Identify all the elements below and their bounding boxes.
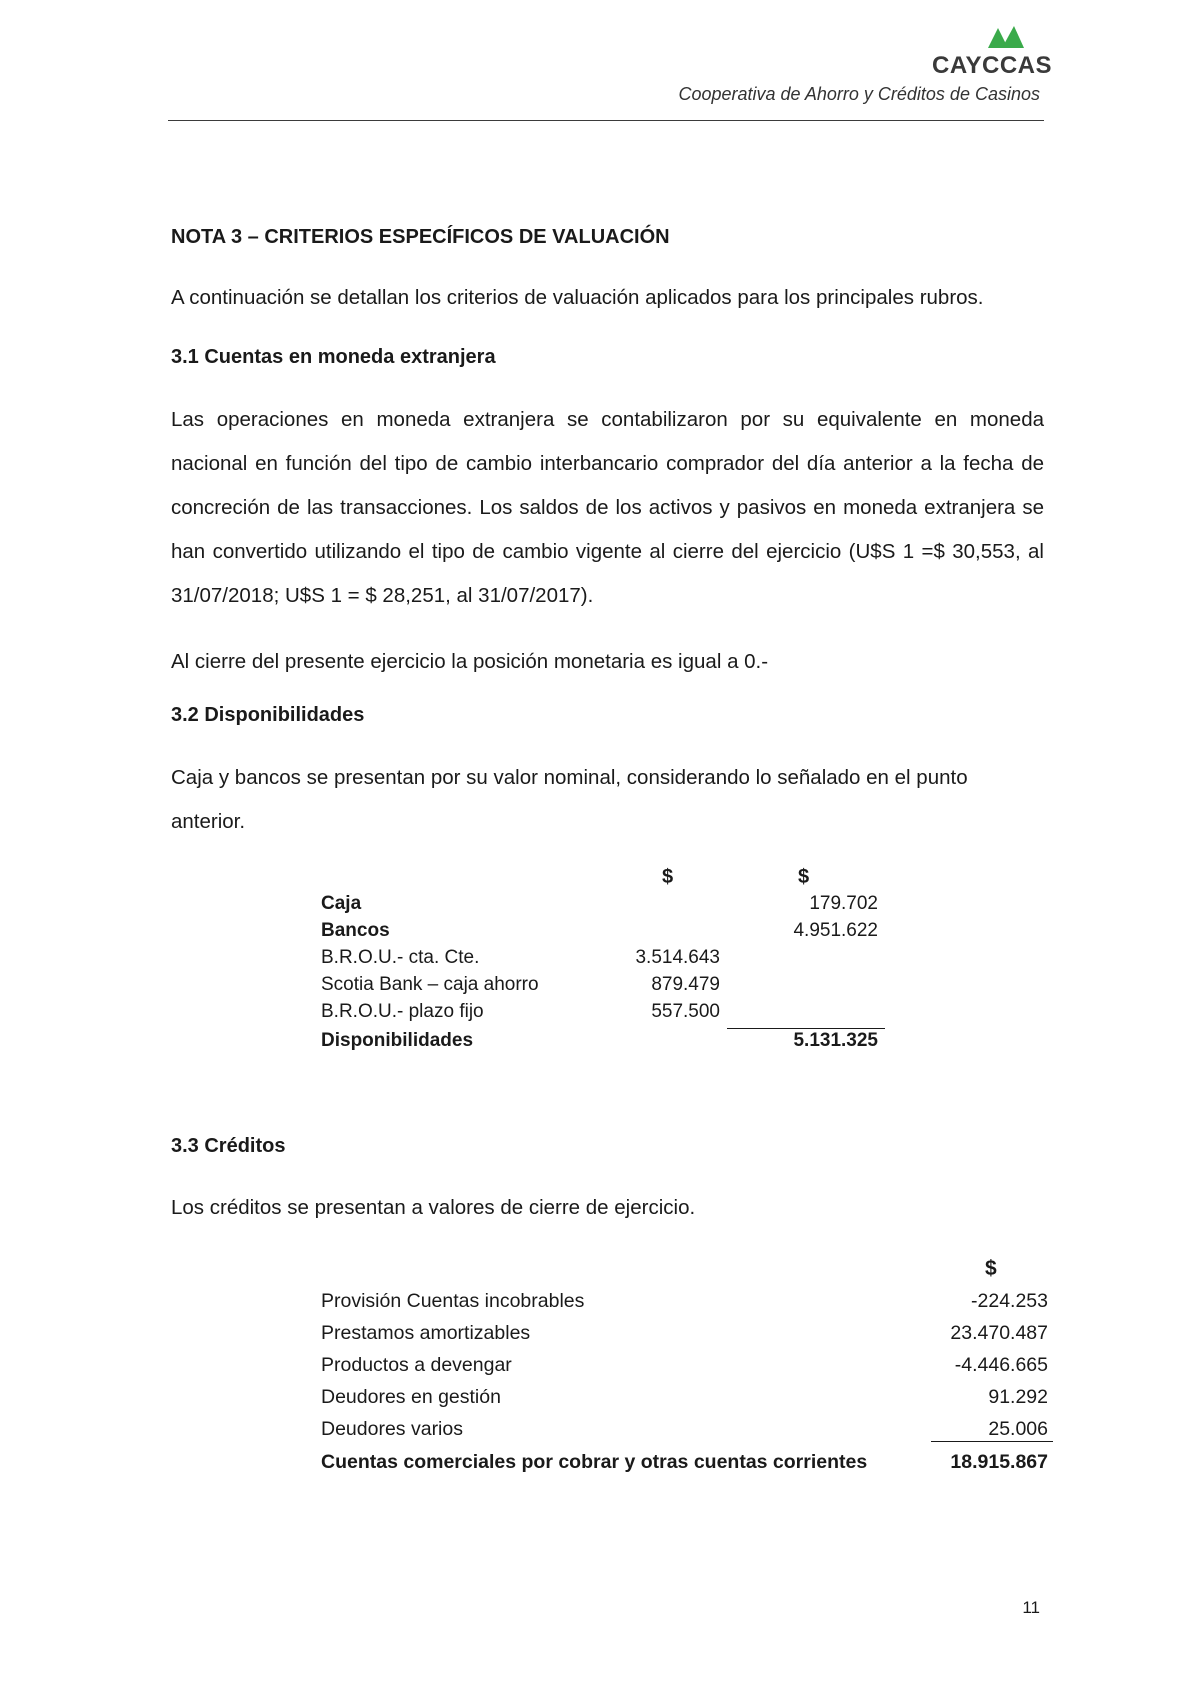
subtotal-rule (931, 1441, 1053, 1442)
table-row-value: 23.470.487 (950, 1322, 1048, 1344)
total-label: Disponibilidades (321, 1030, 474, 1051)
brand-name: CAYCCAS (932, 52, 1052, 79)
total-value: 5.131.325 (793, 1030, 878, 1051)
table-row-label: Provisión Cuentas incobrables (321, 1290, 585, 1312)
section-3-3-paragraph: Los créditos se presentan a valores de cierre de ejercicio. (171, 1196, 696, 1219)
section-heading-3-1: 3.1 Cuentas en moneda extranjera (171, 346, 496, 368)
table-row-label: B.R.O.U.- cta. Cte. (321, 947, 480, 968)
table-row-value: 91.292 (988, 1386, 1048, 1408)
section-3-1-paragraph-2: Al cierre del presente ejercicio la posición monetaria es igual a 0.- (171, 650, 769, 673)
table-row-right-value: 4.951.622 (793, 920, 878, 941)
subtotal-rule (727, 1028, 885, 1029)
table-row-label: Deudores varios (321, 1418, 463, 1440)
header-divider (168, 120, 1044, 121)
table-row-mid-value: 557.500 (651, 1001, 720, 1022)
total-label: Cuentas comerciales por cobrar y otras cuentas corrientes (321, 1451, 868, 1473)
table-row-value: 25.006 (988, 1418, 1048, 1440)
table-row-label: Caja (321, 893, 362, 914)
table-row-label: Prestamos amortizables (321, 1322, 531, 1344)
table-row-label: Deudores en gestión (321, 1386, 501, 1408)
table-row-value: -224.253 (971, 1290, 1048, 1312)
table-row-label: Productos a devengar (321, 1354, 512, 1376)
note-intro: A continuación se detallan los criterios de valuación aplicados para los principales rubros. (171, 286, 984, 309)
table-row-label: Scotia Bank – caja ahorro (321, 974, 539, 995)
section-3-1-paragraph: Las operaciones en moneda extranjera se contabilizaron por su equivalente en moneda nacional en función del tipo de cambio interbancario comprador del día anterior a la fecha de concreción de las transacciones. Los saldos de los activos y pasivos en moneda extranjera se han convertido utilizando el tipo de cambio vigente al cierre del ejercicio (U$S 1 =$ 30,553, al 31/07/2018; U$S 1 = $ 28,251, al 31/07/2017). (171, 408, 1044, 607)
section-3-2-paragraph: Caja y bancos se presentan por su valor nominal, considerando lo señalado en el punto anterior. (171, 766, 968, 833)
note-title: NOTA 3 – CRITERIOS ESPECÍFICOS DE VALUACIÓN (171, 226, 670, 248)
page-number: 11 (1022, 1598, 1040, 1617)
table-row-label: B.R.O.U.- plazo fijo (321, 1001, 484, 1022)
table-row-right-value: 179.702 (809, 893, 878, 914)
mountain-logo-icon (988, 26, 1024, 48)
currency-header: $ (985, 1257, 997, 1280)
table-row-label: Bancos (321, 920, 390, 941)
section-heading-3-2: 3.2 Disponibilidades (171, 704, 365, 726)
total-value: 18.915.867 (950, 1451, 1048, 1473)
table-row-mid-value: 3.514.643 (635, 947, 720, 968)
currency-header-col1: $ (662, 866, 674, 888)
section-heading-3-3: 3.3 Créditos (171, 1135, 286, 1157)
table-row-mid-value: 879.479 (651, 974, 720, 995)
table-row-value: -4.446.665 (954, 1354, 1048, 1376)
currency-header-col2: $ (798, 866, 810, 888)
cooperative-name: Cooperativa de Ahorro y Créditos de Casinos (678, 84, 1040, 104)
